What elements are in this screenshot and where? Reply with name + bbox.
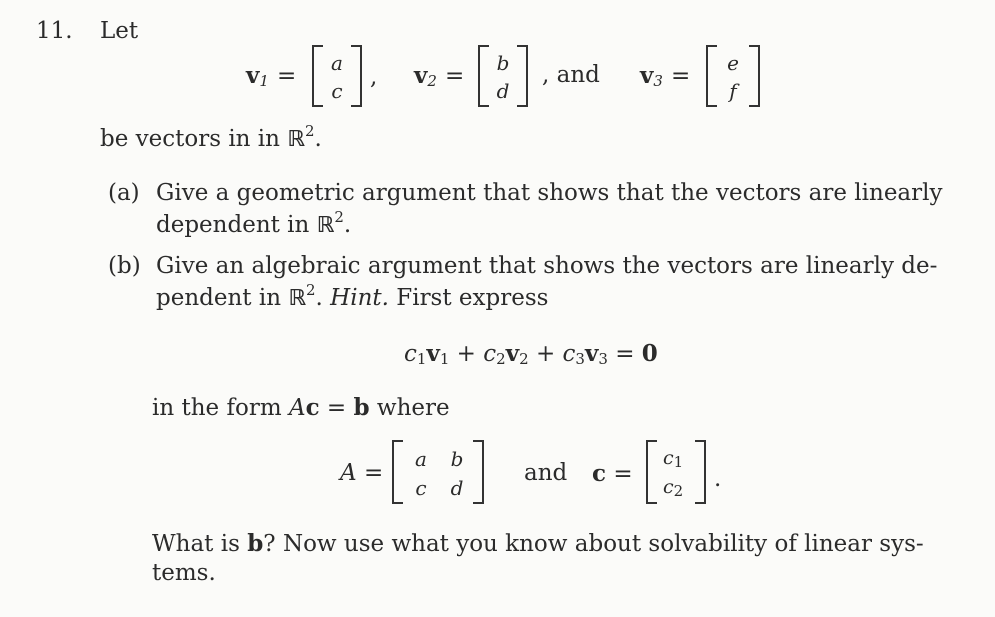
part-a-line2: dependent in ℝ$^2$. (156, 208, 352, 238)
v1-entry-a: a (331, 51, 343, 75)
part-b-label: (b) (108, 253, 141, 279)
matrix-A-label: A = (340, 460, 384, 486)
v2-entry-b: b (496, 51, 510, 75)
v2-entry-d: d (496, 79, 510, 103)
v3-label: $v_3$ = (640, 62, 691, 90)
be-vectors-line: be vectors in in ℝ$^2$. (100, 122, 322, 152)
v1-label: $v_1$ = (246, 62, 297, 90)
part-a-line1: Give a geometric argument that shows that the vectors are linearly (156, 180, 943, 206)
v3-entry-f: f (729, 79, 737, 103)
vector-c-label: c = (592, 460, 633, 487)
part-b-line2: pendent in ℝ$^2$. Hint. First express (156, 281, 549, 311)
part-b-line1: Give an algebraic argument that shows the vectors are linearly de- (156, 253, 938, 279)
v2-vector (478, 45, 528, 107)
and-2: and (524, 460, 568, 486)
matrix-A-entry-c: c (415, 476, 427, 500)
intro-word: Let (100, 18, 139, 44)
comma-1: , (370, 64, 378, 90)
matrix-A (392, 440, 484, 504)
v1-vector (312, 45, 362, 107)
linear-combination-equation: $c_1v_1 + c_2v_2 + c_3v_3 = 0$ (404, 340, 658, 368)
v2-label: $v_2$ = (414, 62, 465, 90)
period-after-c: . (714, 466, 722, 492)
matrix-A-entry-a: a (415, 447, 427, 471)
v3-entry-e: e (727, 51, 739, 75)
part-a-label: (a) (108, 180, 140, 206)
v1-entry-c: c (331, 79, 343, 103)
what-is-b-line: What is b? Now use what you know about solvability of linear sys- (152, 530, 924, 557)
vector-c-entry-1: $c_1$ (663, 447, 684, 471)
v3-vector (706, 45, 760, 107)
vector-c-entry-2: $c_2$ (663, 476, 684, 500)
and-1: , and (542, 62, 600, 88)
problem-number: 11. (36, 18, 73, 44)
matrix-A-entry-d: d (450, 476, 464, 500)
matrix-A-entry-b: b (450, 447, 464, 471)
in-the-form-line: in the form Ac = b where (152, 394, 450, 421)
systems-word: tems. (152, 560, 216, 586)
vector-c (646, 440, 706, 504)
